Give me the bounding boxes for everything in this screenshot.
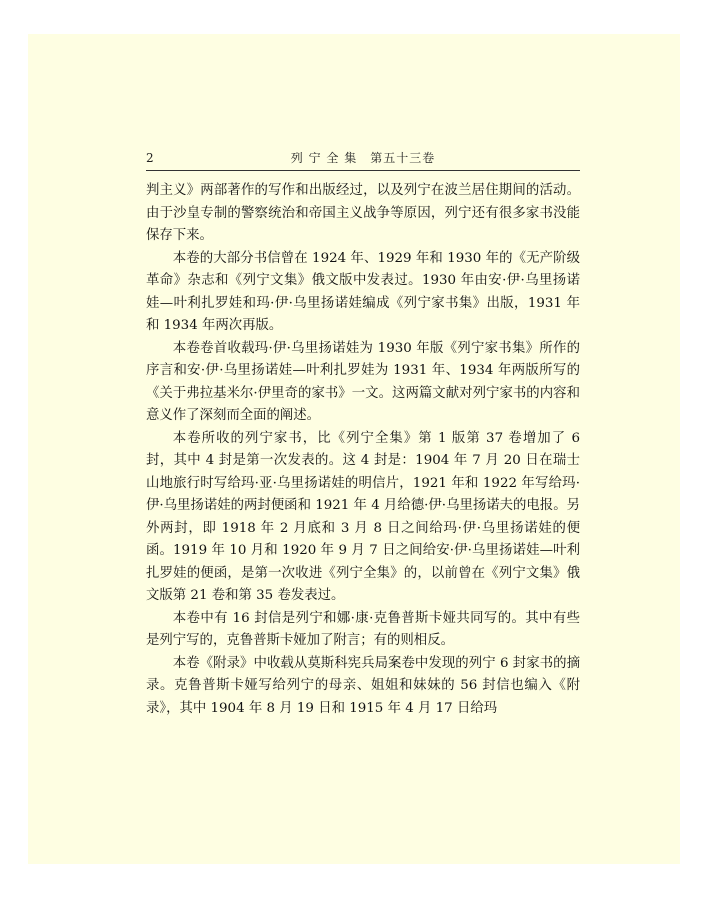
running-head [146,150,580,166]
page-number: 2 [146,151,154,165]
paragraph: 本卷《附录》中收载从莫斯科宪兵局案卷中发现的列宁 6 封家书的摘录。克鲁普斯卡娅写给列宁的母亲、姐姐和妹妹的 56 封信也编入《附录》，其中 1904 年 8 月 19 日和 1915 年 4 月 17 日给玛 [146,655,580,716]
paragraph: 本卷所收的列宁家书，比《列宁全集》第 1 版第 37 卷增加了 6 封，其中 4 封是第一次发表的。这 4 封是：1904 年 7 月 20 日在瑞士山地旅行时写给玛·亚·乌里扬诺娃的明信片，1921 年和 1922 年写给玛·伊·乌里扬诺娃的两封便函和 1921 年 4 月给德·伊·乌里扬诺夫的电报。另外两封，即 1918 年 2 月底和 3 月 8 日之间给玛·伊·乌里扬诺娃的便函。1919 年 10 月和 1920 年 9 月 7 日之间给安·伊·乌里扬诺娃—叶利扎罗娃的便函，是第一次收进《列宁全集》的，以前曾在《列宁文集》俄文版第 21 卷和第 35 卷发表过。 [146,430,580,603]
body-text [146,180,580,720]
header-rule [146,170,580,171]
paragraph: 本卷中有 16 封信是列宁和娜·康·克鲁普斯卡娅共同写的。其中有些是列宁写的，克鲁普斯卡娅加了附言；有的则相反。 [146,610,580,648]
paragraph: 本卷卷首收载玛·伊·乌里扬诺娃为 1930 年版《列宁家书集》所作的序言和安·伊·乌里扬诺娃—叶利扎罗娃为 1931 年、1934 年两版所写的《关于弗拉基米尔·伊里奇的家书》一文。这两篇文献对列宁家书的内容和意义作了深刻而全面的阐述。 [146,340,580,423]
paragraph: 本卷的大部分书信曾在 1924 年、1929 年和 1930 年的《无产阶级革命》杂志和《列宁文集》俄文版中发表过。1930 年由安·伊·乌里扬诺娃—叶利扎罗娃和玛·伊·乌里扬诺娃编成《列宁家书集》出版，1931 年和 1934 年两次再版。 [146,250,580,333]
paragraph-continued: 判主义》两部著作的写作和出版经过，以及列宁在波兰居住期间的活动。由于沙皇专制的警察统治和帝国主义战争等原因，列宁还有很多家书没能保存下来。 [146,183,580,243]
running-title: 列 宁 全 集 第五十三卷 [290,151,436,165]
